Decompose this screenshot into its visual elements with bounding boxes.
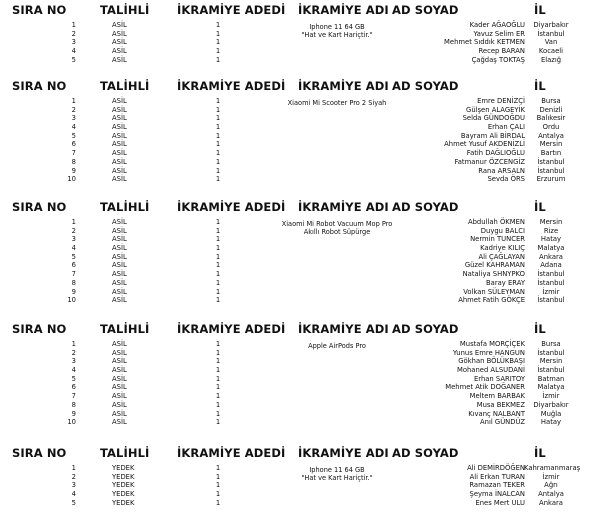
cell-il: Muğla <box>540 409 562 418</box>
cell-ikramiye-adedi: 1 <box>215 47 221 56</box>
cell-talihli: ASİL <box>112 357 127 366</box>
cell-ad-soyad: Recep BARAN <box>478 47 525 56</box>
cell-il: Malatya <box>537 244 565 253</box>
prize-name-line: Xiaomi Mi Scooter Pro 2 Siyah <box>287 99 387 107</box>
table-row <box>0 30 600 39</box>
cell-sira-no: 1 <box>71 218 76 226</box>
cell-talihli: ASİL <box>112 97 127 105</box>
cell-sira-no: 10 <box>67 296 76 305</box>
cell-sira-no: 6 <box>71 383 76 392</box>
header-talihli: TALİHLİ <box>100 79 150 93</box>
cell-il: İzmir <box>542 287 560 296</box>
cell-talihli: ASİL <box>112 340 127 348</box>
header-talihli: TALİHLİ <box>100 446 150 460</box>
cell-ad-soyad: Enes Mert ULU <box>475 498 525 507</box>
cell-talihli: YEDEK <box>112 464 135 472</box>
cell-ikramiye-adedi: 1 <box>215 296 221 305</box>
table-row <box>0 235 600 244</box>
cell-ad-soyad: Erhan SARITOY <box>473 374 525 383</box>
table-row <box>0 418 600 427</box>
winner-list <box>0 464 600 507</box>
cell-il: Antalya <box>538 131 564 140</box>
winner-list <box>0 340 600 427</box>
header-sira-no: SIRA NO <box>12 3 67 17</box>
cell-il: Mersin <box>539 218 563 226</box>
cell-ikramiye-adedi: 1 <box>215 472 221 481</box>
cell-ad-soyad: Ahmet Fatih GÖKÇE <box>458 296 525 305</box>
cell-ad-soyad: Emre DENİZÇİ <box>477 97 525 105</box>
cell-talihli: ASİL <box>112 226 127 235</box>
cell-il: Mersin <box>539 357 563 366</box>
cell-ikramiye-adedi: 1 <box>215 498 221 507</box>
table-header <box>0 3 600 17</box>
cell-ad-soyad: Volkan SÜLEYMAN <box>463 287 525 296</box>
prize-name-line: Apple AirPods Pro <box>308 342 366 350</box>
cell-talihli: ASİL <box>112 140 127 149</box>
table-row <box>0 47 600 56</box>
cell-talihli: ASİL <box>112 270 127 279</box>
cell-talihli: ASİL <box>112 409 127 418</box>
cell-sira-no: 4 <box>71 366 76 375</box>
cell-il: İzmir <box>542 392 560 401</box>
cell-ad-soyad: Yunus Emre HANGUN <box>452 348 525 357</box>
winner-list <box>0 218 600 305</box>
cell-il: Kahramanmaraş <box>524 464 581 472</box>
table-row <box>0 56 600 65</box>
cell-il: İstanbul <box>537 166 565 175</box>
table-row <box>0 149 600 158</box>
table-row <box>0 158 600 167</box>
header-ad-soyad: AD SOYAD <box>392 3 459 17</box>
cell-il: Balıkesir <box>536 114 566 123</box>
header-talihli: TALİHLİ <box>100 200 150 214</box>
cell-il: Ankara <box>539 252 563 261</box>
cell-ad-soyad: Yavuz Selim ER <box>473 29 525 38</box>
cell-ikramiye-adedi: 1 <box>215 464 221 472</box>
cell-il: Antalya <box>538 490 564 499</box>
table-row <box>0 97 600 106</box>
table-row <box>0 481 600 490</box>
cell-il: Ordu <box>542 123 560 132</box>
cell-talihli: ASİL <box>112 252 127 261</box>
table-row <box>0 21 600 30</box>
cell-ad-soyad: Mohaned ALSUDANİ <box>456 366 525 375</box>
cell-sira-no: 3 <box>71 38 76 47</box>
cell-talihli: ASİL <box>112 348 127 357</box>
cell-ikramiye-adedi: 1 <box>215 105 221 114</box>
cell-ad-soyad: Gülşen ALAGEYİK <box>466 105 525 114</box>
header-il: İL <box>534 322 546 336</box>
table-row <box>0 410 600 419</box>
cell-sira-no: 5 <box>71 252 76 261</box>
cell-il: Bursa <box>541 340 561 348</box>
cell-ikramiye-adedi: 1 <box>215 123 221 132</box>
cell-ad-soyad: Musa BEKMEZ <box>476 400 525 409</box>
cell-ad-soyad: Mustafa MORÇİÇEK <box>459 340 525 348</box>
table-header <box>0 446 600 460</box>
cell-il: Erzurum <box>536 175 566 184</box>
header-sira-no: SIRA NO <box>12 79 67 93</box>
table-row <box>0 167 600 176</box>
cell-ad-soyad: Fatmanur ÖZCENGİZ <box>454 157 525 166</box>
cell-ikramiye-adedi: 1 <box>215 490 221 499</box>
table-row <box>0 357 600 366</box>
cell-ad-soyad: Mehmet Atik DOĞANER <box>445 383 525 392</box>
header-ad-soyad: AD SOYAD <box>392 200 459 214</box>
table-row <box>0 464 600 473</box>
cell-ad-soyad: Mehmet Sıddık KETMEN <box>444 38 525 47</box>
cell-sira-no: 2 <box>71 472 76 481</box>
cell-il: Adana <box>540 261 562 270</box>
cell-talihli: ASİL <box>112 366 127 375</box>
table-row <box>0 279 600 288</box>
cell-ikramiye-adedi: 1 <box>215 340 221 348</box>
cell-sira-no: 8 <box>71 278 76 287</box>
cell-sira-no: 7 <box>71 392 76 401</box>
table-row <box>0 38 600 47</box>
cell-ikramiye-adedi: 1 <box>215 140 221 149</box>
cell-ad-soyad: Kadriye KILIÇ <box>480 244 525 253</box>
cell-talihli: ASİL <box>112 38 127 47</box>
cell-ad-soyad: Güzel KAHRAMAN <box>464 261 525 270</box>
cell-ad-soyad: Meltem BARBAK <box>469 392 525 401</box>
table-header <box>0 200 600 214</box>
cell-sira-no: 6 <box>71 261 76 270</box>
cell-ad-soyad: Ahmet Yusuf AKDENİZLİ <box>444 140 525 149</box>
table-row <box>0 227 600 236</box>
cell-ikramiye-adedi: 1 <box>215 21 221 29</box>
cell-il: Batman <box>537 374 565 383</box>
header-ad-soyad: AD SOYAD <box>392 79 459 93</box>
cell-talihli: YEDEK <box>112 490 135 499</box>
cell-ikramiye-adedi: 1 <box>215 357 221 366</box>
cell-talihli: ASİL <box>112 149 127 158</box>
cell-il: Diyarbakır <box>533 400 569 409</box>
cell-ikramiye-adedi: 1 <box>215 55 221 64</box>
cell-ikramiye-adedi: 1 <box>215 244 221 253</box>
cell-sira-no: 1 <box>71 21 76 29</box>
winner-list <box>0 97 600 184</box>
cell-ikramiye-adedi: 1 <box>215 157 221 166</box>
table-row <box>0 175 600 184</box>
cell-il: Ankara <box>539 498 563 507</box>
cell-sira-no: 10 <box>67 418 76 427</box>
table-row <box>0 296 600 305</box>
cell-ikramiye-adedi: 1 <box>215 278 221 287</box>
header-ikramiye-adi: İKRAMİYE ADI <box>298 322 389 336</box>
cell-ad-soyad: Kader AĞAOĞLU <box>469 21 525 29</box>
cell-talihli: ASİL <box>112 418 127 427</box>
cell-il: İstanbul <box>537 366 565 375</box>
header-ikramiye-adi: İKRAMİYE ADI <box>298 79 389 93</box>
cell-talihli: ASİL <box>112 374 127 383</box>
cell-ad-soyad: Anıl GÜNDÜZ <box>480 418 525 427</box>
table-row <box>0 473 600 482</box>
cell-talihli: ASİL <box>112 157 127 166</box>
cell-talihli: ASİL <box>112 383 127 392</box>
header-talihli: TALİHLİ <box>100 3 150 17</box>
cell-il: Bursa <box>541 97 561 105</box>
cell-talihli: ASİL <box>112 131 127 140</box>
cell-ad-soyad: Rana ARSALN <box>478 166 525 175</box>
cell-il: Elazığ <box>540 55 562 64</box>
cell-sira-no: 5 <box>71 498 76 507</box>
cell-sira-no: 5 <box>71 374 76 383</box>
table-row <box>0 218 600 227</box>
cell-talihli: ASİL <box>112 21 127 29</box>
cell-ad-soyad: Nataliya SHNYPKO <box>462 270 525 279</box>
cell-ikramiye-adedi: 1 <box>215 149 221 158</box>
cell-il: Denizli <box>539 105 563 114</box>
table-row <box>0 253 600 262</box>
cell-ad-soyad: Çağdaş TOKTAŞ <box>471 55 525 64</box>
cell-sira-no: 2 <box>71 226 76 235</box>
cell-sira-no: 2 <box>71 105 76 114</box>
cell-talihli: ASİL <box>112 105 127 114</box>
table-row <box>0 490 600 499</box>
cell-talihli: ASİL <box>112 55 127 64</box>
table-header <box>0 322 600 336</box>
header-ikramiye-adedi: İKRAMİYE ADEDİ <box>177 79 286 93</box>
cell-sira-no: 5 <box>71 131 76 140</box>
cell-ad-soyad: Ali Erkan TURAN <box>469 472 525 481</box>
cell-sira-no: 4 <box>71 244 76 253</box>
cell-ikramiye-adedi: 1 <box>215 235 221 244</box>
cell-sira-no: 7 <box>71 270 76 279</box>
cell-ad-soyad: Ali ÇAĞLAYAN <box>478 252 525 261</box>
cell-il: İstanbul <box>537 348 565 357</box>
table-row <box>0 114 600 123</box>
cell-il: İstanbul <box>537 270 565 279</box>
cell-ikramiye-adedi: 1 <box>215 226 221 235</box>
cell-ikramiye-adedi: 1 <box>215 383 221 392</box>
header-ikramiye-adedi: İKRAMİYE ADEDİ <box>177 322 286 336</box>
cell-il: Kocaeli <box>538 47 564 56</box>
prize-name-line: "Hat ve Kart Hariçtir." <box>301 31 373 39</box>
cell-ikramiye-adedi: 1 <box>215 114 221 123</box>
header-sira-no: SIRA NO <box>12 322 67 336</box>
cell-ad-soyad: Fatih DAĞLIOĞLU <box>466 149 525 158</box>
cell-talihli: YEDEK <box>112 481 135 490</box>
cell-ikramiye-adedi: 1 <box>215 131 221 140</box>
header-ikramiye-adi: İKRAMİYE ADI <box>298 200 389 214</box>
table-row <box>0 366 600 375</box>
table-header <box>0 79 600 93</box>
header-ikramiye-adi: İKRAMİYE ADI <box>298 3 389 17</box>
cell-talihli: ASİL <box>112 175 127 184</box>
cell-sira-no: 1 <box>71 340 76 348</box>
cell-ikramiye-adedi: 1 <box>215 252 221 261</box>
cell-ikramiye-adedi: 1 <box>215 348 221 357</box>
cell-sira-no: 6 <box>71 140 76 149</box>
cell-ikramiye-adedi: 1 <box>215 270 221 279</box>
cell-sira-no: 7 <box>71 149 76 158</box>
cell-ikramiye-adedi: 1 <box>215 392 221 401</box>
cell-il: Hatay <box>540 418 562 427</box>
cell-sira-no: 2 <box>71 29 76 38</box>
header-il: İL <box>534 79 546 93</box>
cell-talihli: ASİL <box>112 392 127 401</box>
cell-ad-soyad: Duygu BALCI <box>480 226 525 235</box>
cell-ad-soyad: Abdullah ÖKMEN <box>467 218 525 226</box>
cell-ikramiye-adedi: 1 <box>215 97 221 105</box>
cell-talihli: ASİL <box>112 114 127 123</box>
cell-sira-no: 3 <box>71 481 76 490</box>
cell-sira-no: 3 <box>71 235 76 244</box>
cell-il: İstanbul <box>537 157 565 166</box>
cell-talihli: ASİL <box>112 287 127 296</box>
header-il: İL <box>534 446 546 460</box>
cell-il: Hatay <box>540 235 562 244</box>
cell-sira-no: 2 <box>71 348 76 357</box>
cell-talihli: YEDEK <box>112 498 135 507</box>
header-ikramiye-adedi: İKRAMİYE ADEDİ <box>177 200 286 214</box>
cell-talihli: ASİL <box>112 296 127 305</box>
cell-il: Bartın <box>540 149 562 158</box>
prize-name-line: Xiaomi Mi Robot Vacuum Mop Pro <box>281 220 393 228</box>
cell-talihli: ASİL <box>112 218 127 226</box>
cell-sira-no: 4 <box>71 47 76 56</box>
cell-il: İstanbul <box>537 296 565 305</box>
cell-ad-soyad: Ali DEMİRDÖĞEN <box>467 464 525 472</box>
table-row <box>0 392 600 401</box>
cell-il: Malatya <box>537 383 565 392</box>
cell-talihli: ASİL <box>112 261 127 270</box>
prize-name-line: Akıllı Robot Süpürge <box>303 228 371 236</box>
cell-talihli: ASİL <box>112 400 127 409</box>
prize-name-line: Iphone 11 64 GB <box>309 466 365 474</box>
cell-sira-no: 8 <box>71 400 76 409</box>
table-row <box>0 383 600 392</box>
prize-name-line: "Hat ve Kart Hariçtir." <box>301 474 373 482</box>
header-sira-no: SIRA NO <box>12 446 67 460</box>
cell-ikramiye-adedi: 1 <box>215 175 221 184</box>
cell-il: Rize <box>543 226 559 235</box>
cell-ad-soyad: Selda GÜNDOĞDU <box>462 114 525 123</box>
cell-talihli: ASİL <box>112 235 127 244</box>
cell-talihli: ASİL <box>112 278 127 287</box>
cell-ad-soyad: Baray ERAY <box>486 278 525 287</box>
header-sira-no: SIRA NO <box>12 200 67 214</box>
table-row <box>0 261 600 270</box>
cell-il: Mersin <box>539 140 563 149</box>
table-row <box>0 270 600 279</box>
cell-ad-soyad: Ramazan TEKER <box>469 481 525 490</box>
header-ad-soyad: AD SOYAD <box>392 446 459 460</box>
cell-sira-no: 9 <box>71 409 76 418</box>
cell-ad-soyad: Şeyma İNALCAN <box>469 490 525 499</box>
cell-talihli: YEDEK <box>112 472 135 481</box>
cell-talihli: ASİL <box>112 166 127 175</box>
cell-il: Ağrı <box>544 481 558 490</box>
cell-ikramiye-adedi: 1 <box>215 409 221 418</box>
header-talihli: TALİHLİ <box>100 322 150 336</box>
cell-sira-no: 4 <box>71 490 76 499</box>
cell-talihli: ASİL <box>112 244 127 253</box>
cell-ikramiye-adedi: 1 <box>215 366 221 375</box>
table-row <box>0 244 600 253</box>
header-il: İL <box>534 3 546 17</box>
cell-ad-soyad: Bayram Ali BİRDAL <box>460 131 525 140</box>
cell-talihli: ASİL <box>112 47 127 56</box>
cell-sira-no: 9 <box>71 166 76 175</box>
cell-sira-no: 5 <box>71 55 76 64</box>
cell-il: İstanbul <box>537 278 565 287</box>
cell-talihli: ASİL <box>112 123 127 132</box>
cell-sira-no: 1 <box>71 464 76 472</box>
cell-il: İzmir <box>542 472 560 481</box>
cell-sira-no: 9 <box>71 287 76 296</box>
cell-sira-no: 4 <box>71 123 76 132</box>
header-ad-soyad: AD SOYAD <box>392 322 459 336</box>
cell-il: Van <box>544 38 558 47</box>
cell-ad-soyad: Sevda ÖRS <box>487 175 525 184</box>
winner-list <box>0 21 600 64</box>
cell-il: İstanbul <box>537 29 565 38</box>
cell-ad-soyad: Erhan ÇALI <box>487 123 525 132</box>
cell-ikramiye-adedi: 1 <box>215 218 221 226</box>
cell-ikramiye-adedi: 1 <box>215 374 221 383</box>
cell-sira-no: 10 <box>67 175 76 184</box>
cell-ad-soyad: Nermin TUNCER <box>470 235 525 244</box>
cell-talihli: ASİL <box>112 29 127 38</box>
table-row <box>0 499 600 508</box>
cell-ikramiye-adedi: 1 <box>215 38 221 47</box>
cell-ikramiye-adedi: 1 <box>215 261 221 270</box>
header-il: İL <box>534 200 546 214</box>
table-row <box>0 401 600 410</box>
table-row <box>0 340 600 349</box>
cell-ikramiye-adedi: 1 <box>215 166 221 175</box>
cell-sira-no: 1 <box>71 97 76 105</box>
cell-ikramiye-adedi: 1 <box>215 29 221 38</box>
cell-ad-soyad: Gökhan BÖLÜKBAŞI <box>458 357 525 366</box>
cell-il: Diyarbakır <box>533 21 569 29</box>
header-ikramiye-adi: İKRAMİYE ADI <box>298 446 389 460</box>
cell-ikramiye-adedi: 1 <box>215 287 221 296</box>
header-ikramiye-adedi: İKRAMİYE ADEDİ <box>177 446 286 460</box>
table-row <box>0 123 600 132</box>
table-row <box>0 140 600 149</box>
cell-sira-no: 3 <box>71 114 76 123</box>
cell-ikramiye-adedi: 1 <box>215 481 221 490</box>
cell-ikramiye-adedi: 1 <box>215 400 221 409</box>
cell-ikramiye-adedi: 1 <box>215 418 221 427</box>
cell-ad-soyad: Kıvanç NALBANT <box>468 409 525 418</box>
cell-sira-no: 8 <box>71 157 76 166</box>
header-ikramiye-adedi: İKRAMİYE ADEDİ <box>177 3 286 17</box>
prize-name-line: Iphone 11 64 GB <box>309 23 365 31</box>
table-row <box>0 288 600 297</box>
cell-sira-no: 3 <box>71 357 76 366</box>
